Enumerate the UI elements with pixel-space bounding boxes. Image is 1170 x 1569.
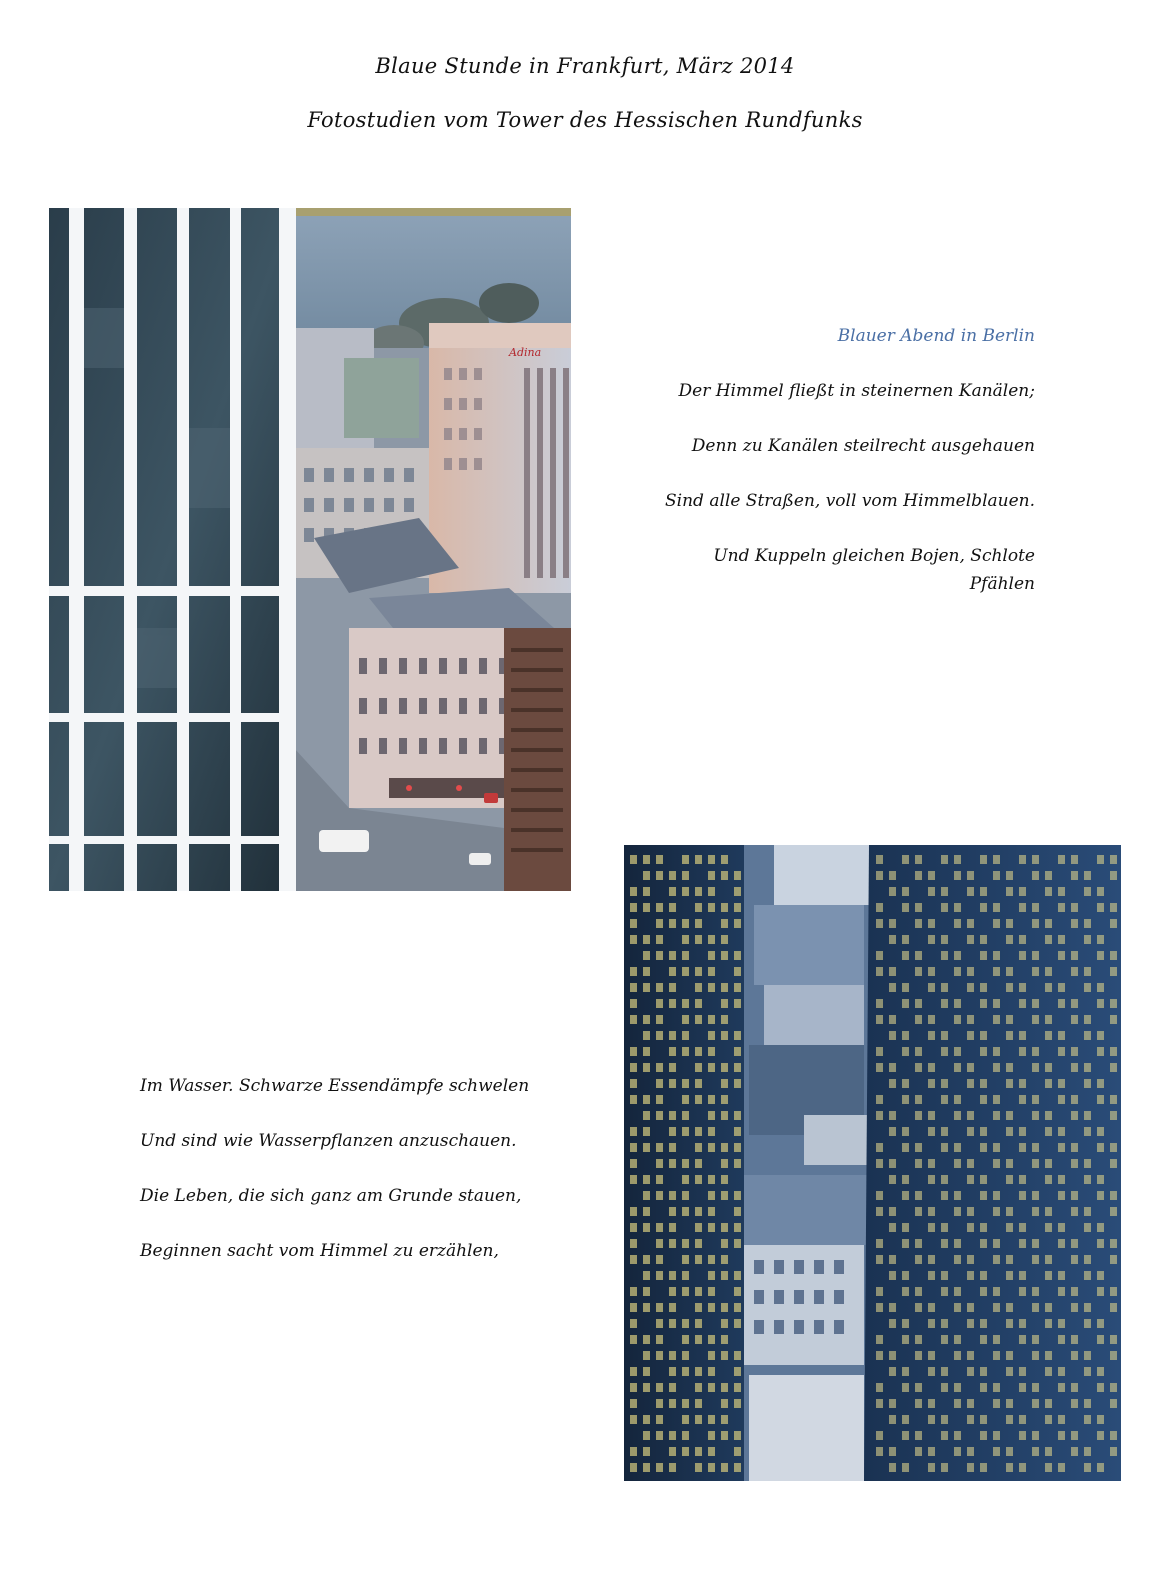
poem-heading: Blauer Abend in Berlin <box>837 326 1035 346</box>
poem-line: Denn zu Kanälen steilrecht ausgehauen <box>691 436 1035 456</box>
hotel-sign: Adina <box>509 346 542 359</box>
poem-stanza-1 <box>590 322 1035 625</box>
poem-stanza-2 <box>140 1072 610 1292</box>
poem-line: Im Wasser. Schwarze Essendämpfe schwelen <box>140 1076 530 1096</box>
page-title: Blaue Stunde in Frankfurt, März 2014 <box>375 54 795 78</box>
page-subtitle: Fotostudien vom Tower des Hessischen Rundfunks <box>307 108 863 132</box>
poem-line: Die Leben, die sich ganz am Grunde stauen, <box>140 1186 522 1206</box>
poem-line: Der Himmel fließt in steinernen Kanälen; <box>678 381 1035 401</box>
poem-line: Beginnen sacht vom Himmel zu erzählen, <box>140 1241 499 1261</box>
photo-tower-facade-river-view <box>49 208 571 891</box>
poem-line: Und Kuppeln gleichen Bojen, Schlote Pfählen <box>713 546 1035 594</box>
photo-twin-towers-dusk <box>624 845 1121 1481</box>
poem-line: Sind alle Straßen, voll vom Himmelblauen. <box>665 491 1035 511</box>
poem-line: Und sind wie Wasserpflanzen anzuschauen. <box>140 1131 517 1151</box>
